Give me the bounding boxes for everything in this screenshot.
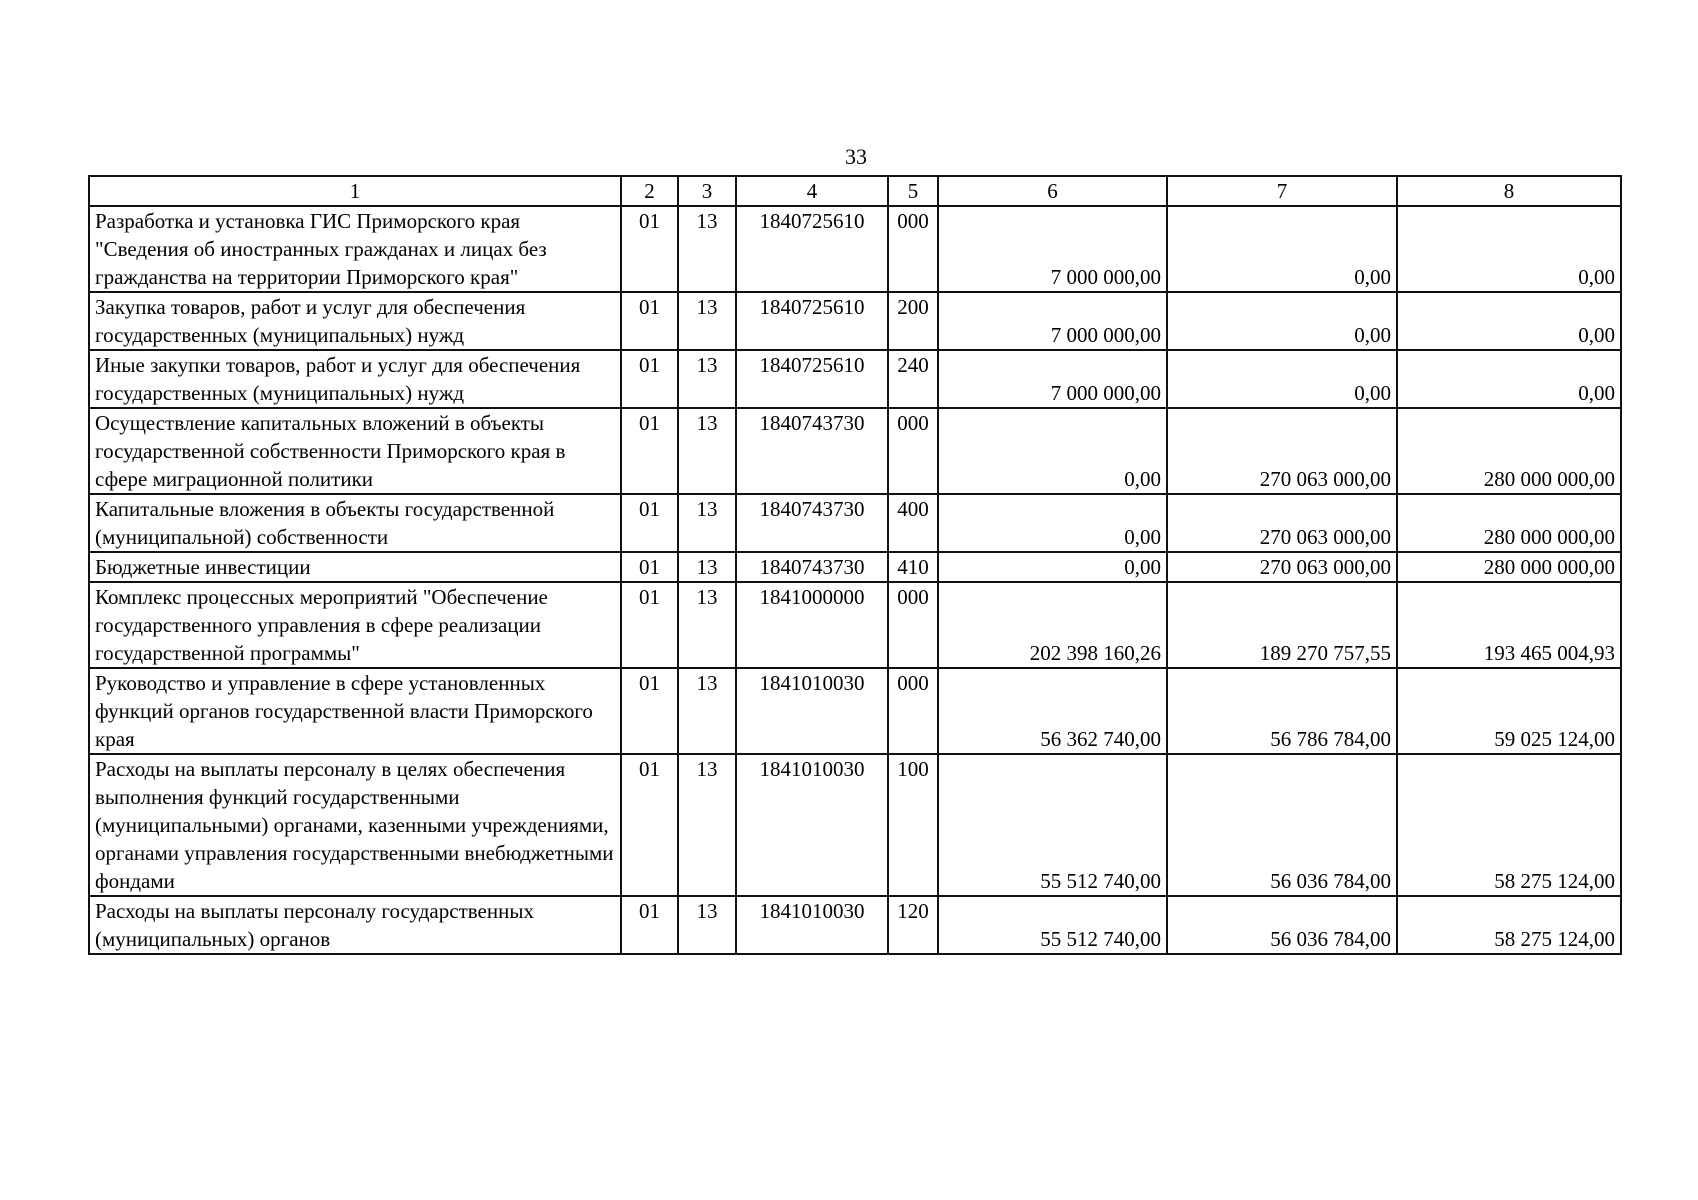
subsection-code: 13 (678, 350, 736, 408)
section-code: 01 (621, 292, 678, 350)
amount-col-6: 202 398 160,26 (938, 582, 1167, 668)
subsection-code: 13 (678, 408, 736, 494)
subsection-code: 13 (678, 754, 736, 896)
section-code: 01 (621, 668, 678, 754)
section-code: 01 (621, 552, 678, 582)
amount-col-8: 0,00 (1397, 350, 1621, 408)
amount-col-7: 270 063 000,00 (1167, 408, 1397, 494)
table-row (89, 206, 1621, 292)
target-article-code: 1841010030 (736, 668, 888, 754)
row-description: Осуществление капитальных вложений в объекты государственной собственности Приморского края в сфере миграционной политики (89, 408, 621, 494)
column-header: 1 (89, 176, 621, 206)
target-article-code: 1840743730 (736, 408, 888, 494)
section-code: 01 (621, 896, 678, 954)
amount-col-7: 0,00 (1167, 206, 1397, 292)
expense-type-code: 410 (888, 552, 938, 582)
row-description: Расходы на выплаты персоналу государственных (муниципальных) органов (89, 896, 621, 954)
amount-col-6: 7 000 000,00 (938, 292, 1167, 350)
amount-col-6: 0,00 (938, 408, 1167, 494)
table-row (89, 292, 1621, 350)
amount-col-8: 0,00 (1397, 206, 1621, 292)
target-article-code: 1840743730 (736, 552, 888, 582)
table-row (89, 896, 1621, 954)
column-header: 7 (1167, 176, 1397, 206)
amount-col-7: 56 786 784,00 (1167, 668, 1397, 754)
amount-col-7: 56 036 784,00 (1167, 896, 1397, 954)
amount-col-6: 7 000 000,00 (938, 350, 1167, 408)
expense-type-code: 400 (888, 494, 938, 552)
budget-table (88, 175, 1622, 955)
amount-col-8: 58 275 124,00 (1397, 754, 1621, 896)
amount-col-6: 0,00 (938, 552, 1167, 582)
row-description: Капитальные вложения в объекты государственной (муниципальной) собственности (89, 494, 621, 552)
target-article-code: 1841000000 (736, 582, 888, 668)
amount-col-7: 0,00 (1167, 350, 1397, 408)
amount-col-6: 56 362 740,00 (938, 668, 1167, 754)
amount-col-6: 0,00 (938, 494, 1167, 552)
amount-col-7: 270 063 000,00 (1167, 494, 1397, 552)
amount-col-8: 58 275 124,00 (1397, 896, 1621, 954)
column-number-row (89, 176, 1621, 206)
amount-col-7: 270 063 000,00 (1167, 552, 1397, 582)
target-article-code: 1840725610 (736, 206, 888, 292)
subsection-code: 13 (678, 668, 736, 754)
amount-col-8: 0,00 (1397, 292, 1621, 350)
row-description: Руководство и управление в сфере установленных функций органов государственной власти Приморского края (89, 668, 621, 754)
amount-col-6: 55 512 740,00 (938, 896, 1167, 954)
expense-type-code: 240 (888, 350, 938, 408)
table-row (89, 350, 1621, 408)
target-article-code: 1841010030 (736, 754, 888, 896)
row-description: Расходы на выплаты персоналу в целях обеспечения выполнения функций государственными (муниципальными) органами, казенными учреждениями, органами управления государственными внебюджетными фондами (89, 754, 621, 896)
row-description: Разработка и установка ГИС Приморского края "Сведения об иностранных гражданах и лицах без гражданства на территории Приморского края" (89, 206, 621, 292)
section-code: 01 (621, 206, 678, 292)
subsection-code: 13 (678, 206, 736, 292)
section-code: 01 (621, 754, 678, 896)
section-code: 01 (621, 408, 678, 494)
section-code: 01 (621, 350, 678, 408)
section-code: 01 (621, 582, 678, 668)
row-description: Комплекс процессных мероприятий "Обеспечение государственного управления в сфере реализации государственной программы" (89, 582, 621, 668)
table-row (89, 668, 1621, 754)
column-header: 5 (888, 176, 938, 206)
column-header: 4 (736, 176, 888, 206)
amount-col-6: 55 512 740,00 (938, 754, 1167, 896)
expense-type-code: 200 (888, 292, 938, 350)
amount-col-7: 0,00 (1167, 292, 1397, 350)
section-code: 01 (621, 494, 678, 552)
target-article-code: 1840725610 (736, 292, 888, 350)
column-header: 2 (621, 176, 678, 206)
subsection-code: 13 (678, 582, 736, 668)
target-article-code: 1840725610 (736, 350, 888, 408)
subsection-code: 13 (678, 552, 736, 582)
column-header: 6 (938, 176, 1167, 206)
column-header: 8 (1397, 176, 1621, 206)
table-row (89, 754, 1621, 896)
page-number: 33 (845, 144, 867, 169)
subsection-code: 13 (678, 292, 736, 350)
amount-col-7: 56 036 784,00 (1167, 754, 1397, 896)
row-description: Бюджетные инвестиции (89, 552, 621, 582)
amount-col-8: 280 000 000,00 (1397, 494, 1621, 552)
amount-col-6: 7 000 000,00 (938, 206, 1167, 292)
amount-col-8: 280 000 000,00 (1397, 408, 1621, 494)
subsection-code: 13 (678, 494, 736, 552)
expense-type-code: 120 (888, 896, 938, 954)
column-header: 3 (678, 176, 736, 206)
target-article-code: 1840743730 (736, 494, 888, 552)
table-row (89, 408, 1621, 494)
target-article-code: 1841010030 (736, 896, 888, 954)
expense-type-code: 000 (888, 206, 938, 292)
row-description: Иные закупки товаров, работ и услуг для обеспечения государственных (муниципальных) нужд (89, 350, 621, 408)
amount-col-8: 280 000 000,00 (1397, 552, 1621, 582)
expense-type-code: 100 (888, 754, 938, 896)
expense-type-code: 000 (888, 668, 938, 754)
amount-col-8: 193 465 004,93 (1397, 582, 1621, 668)
table-row (89, 494, 1621, 552)
table-row (89, 582, 1621, 668)
amount-col-8: 59 025 124,00 (1397, 668, 1621, 754)
expense-type-code: 000 (888, 408, 938, 494)
table-row (89, 552, 1621, 582)
subsection-code: 13 (678, 896, 736, 954)
row-description: Закупка товаров, работ и услуг для обеспечения государственных (муниципальных) нужд (89, 292, 621, 350)
expense-type-code: 000 (888, 582, 938, 668)
amount-col-7: 189 270 757,55 (1167, 582, 1397, 668)
